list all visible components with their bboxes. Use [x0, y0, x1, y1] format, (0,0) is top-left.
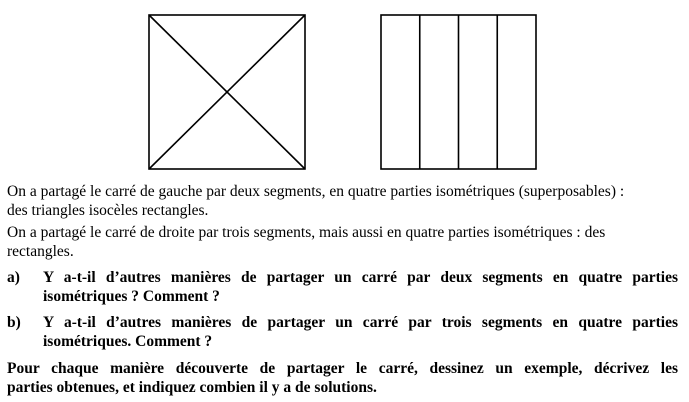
- question-b: [7, 313, 678, 353]
- question-a-label: a): [7, 269, 20, 286]
- paragraph-right-square-cont: [7, 243, 682, 261]
- paragraph-left-square-cont: [7, 202, 682, 220]
- paragraph-right-square-line-1: On a partagé le carré de droite par trois segments, mais aussi en quatre parties isométriques : des: [7, 224, 606, 241]
- instruction-line-2: parties obtenues, et indiquez combien il y a de solutions.: [7, 379, 377, 396]
- question-a: [7, 268, 678, 308]
- instruction-line-1: Pour chaque manière découverte de partager le carré, dessinez un exemple, décrivez les: [7, 360, 678, 377]
- question-b-line-1: Y a-t-il d’autres manières de partager un carré par trois segments en quatre parties: [43, 314, 678, 331]
- paragraph-left-square: [7, 183, 682, 201]
- question-b-label: b): [7, 314, 21, 331]
- question-a-body: [43, 268, 678, 306]
- question-a-line-2: isométriques ? Comment ?: [43, 288, 220, 305]
- instruction: [7, 359, 678, 399]
- question-b-body: [43, 313, 678, 351]
- figures-area: [0, 0, 689, 175]
- left-square-figure: [149, 15, 305, 169]
- paragraph-left-square-line-1: On a partagé le carré de gauche par deux segments, en quatre parties isométriques (superposables) :: [7, 183, 625, 200]
- paragraph-left-square-line-2: des triangles isocèles rectangles.: [7, 202, 209, 219]
- paragraph-right-square: [7, 224, 682, 242]
- right-square-figure: [381, 15, 536, 169]
- question-a-line-1: Y a-t-il d’autres manières de partager un carré par deux segments en quatre parties: [43, 269, 678, 286]
- question-b-line-2: isométriques. Comment ?: [43, 333, 213, 350]
- paragraph-right-square-line-2: rectangles.: [7, 243, 74, 260]
